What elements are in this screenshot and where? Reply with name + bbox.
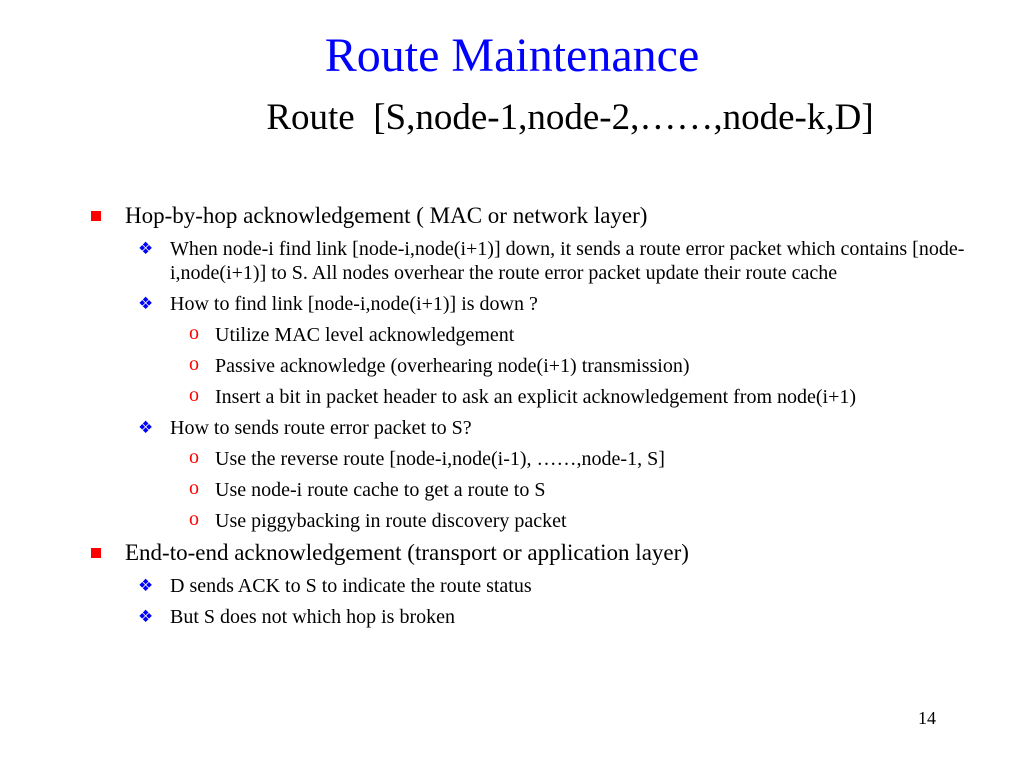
diamond-bullet-icon: ❖	[138, 294, 154, 314]
bullet-level2	[88, 574, 968, 598]
circle-bullet-icon: o	[189, 446, 199, 468]
circle-bullet-icon: o	[189, 322, 199, 344]
circle-bullet-icon: o	[189, 477, 199, 499]
bullet-text: Use the reverse route [node-i,node(i-1), ……,node-1, S]	[215, 448, 665, 470]
circle-bullet-icon: o	[189, 353, 199, 375]
bullet-text: How to find link [node-i,node(i+1)] is down ?	[170, 293, 538, 315]
bullet-text: D sends ACK to S to indicate the route status	[170, 575, 532, 597]
bullet-level2	[88, 292, 968, 316]
page-number: 14	[918, 708, 936, 728]
diamond-bullet-icon: ❖	[138, 576, 154, 596]
bullet-level3	[88, 509, 968, 533]
diamond-bullet-icon: ❖	[138, 418, 154, 438]
bullet-level1	[88, 203, 968, 229]
bullet-text: When node-i find link [node-i,node(i+1)] down, it sends a route error packet which contains [node-i,node(i+1)] to S. All nodes overhear the route error packet update their route cache	[170, 238, 965, 284]
bullet-level2	[88, 605, 968, 629]
bullet-text: Use node-i route cache to get a route to S	[215, 479, 546, 501]
square-bullet-icon	[91, 211, 101, 221]
square-bullet-icon	[91, 548, 101, 558]
diamond-bullet-icon: ❖	[138, 239, 154, 259]
bullet-text: Utilize MAC level acknowledgement	[215, 324, 515, 346]
bullet-text: Passive acknowledge (overhearing node(i+1) transmission)	[215, 355, 690, 377]
slide-subtitle: Route [S,node-1,node-2,……,node-k,D]	[266, 97, 874, 138]
bullet-level1	[88, 540, 968, 566]
circle-bullet-icon: o	[189, 508, 199, 530]
bullet-text: Use piggybacking in route discovery packet	[215, 510, 567, 532]
bullet-level3	[88, 478, 968, 502]
bullet-level2	[88, 416, 968, 440]
diamond-bullet-icon: ❖	[138, 607, 154, 627]
bullet-level3	[88, 447, 968, 471]
circle-bullet-icon: o	[189, 384, 199, 406]
slide-title: Route Maintenance	[324, 29, 700, 82]
bullet-level3	[88, 323, 968, 347]
bullet-text: End-to-end acknowledgement (transport or application layer)	[125, 540, 689, 565]
bullet-list	[88, 203, 968, 636]
bullet-text: Hop-by-hop acknowledgement ( MAC or network layer)	[125, 203, 648, 228]
bullet-text: But S does not which hop is broken	[170, 606, 455, 628]
bullet-text: How to sends route error packet to S?	[170, 417, 472, 439]
bullet-level3	[88, 354, 968, 378]
bullet-level2	[88, 237, 968, 285]
bullet-text: Insert a bit in packet header to ask an explicit acknowledgement from node(i+1)	[215, 386, 857, 408]
bullet-level3	[88, 385, 968, 409]
